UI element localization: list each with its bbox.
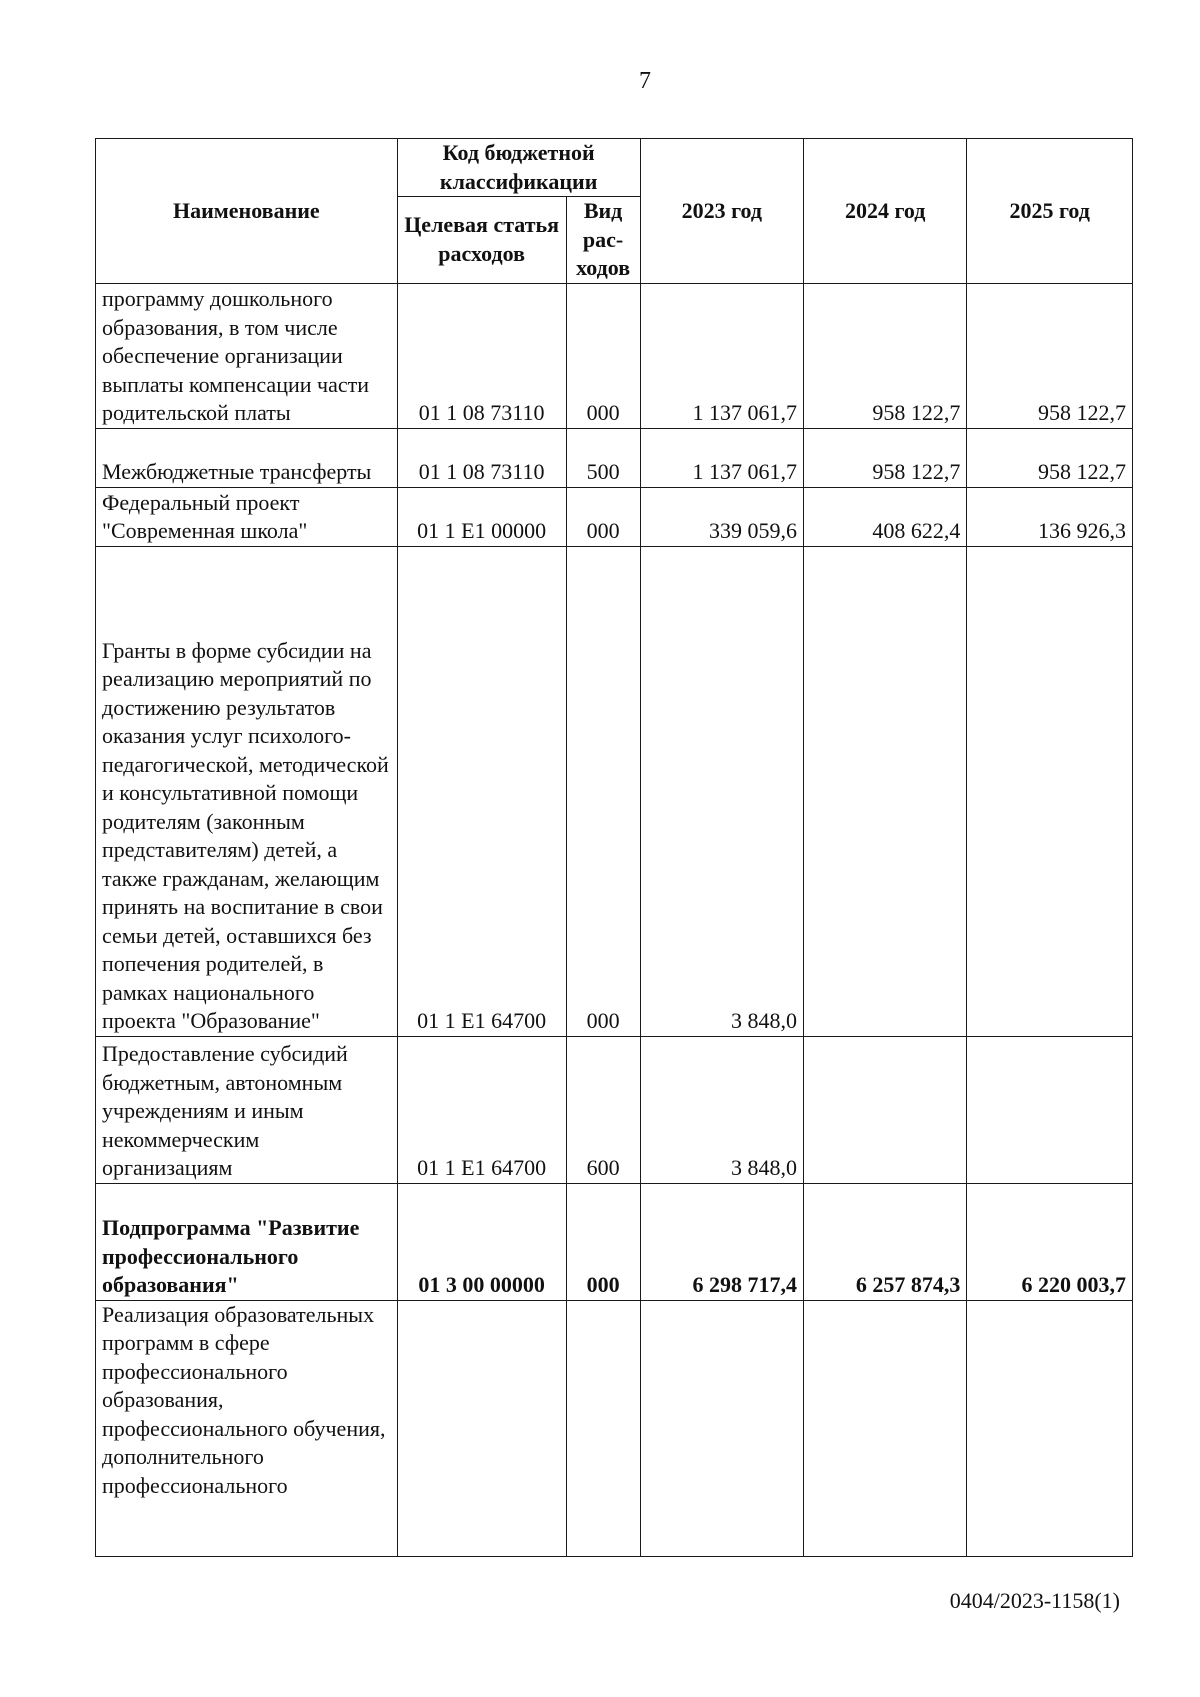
table-row (96, 428, 1133, 487)
row-value-2025 (967, 546, 1133, 1036)
header-budget-code: Код бюджетной классификации (397, 139, 640, 197)
header-year-2025: 2025 год (967, 139, 1133, 284)
row-kind: 500 (566, 428, 640, 487)
row-code: 01 1 E1 64700 (397, 546, 566, 1036)
table-row (96, 1036, 1133, 1183)
row-name: программу дошкольного образования, в том числе обеспечение организации выплаты компенсации части родительской платы (96, 283, 398, 428)
row-value-2024: 6 257 874,3 (804, 1183, 967, 1300)
table-header (96, 139, 1133, 284)
table-body (96, 283, 1133, 1556)
row-code: 01 3 00 00000 (397, 1183, 566, 1300)
header-target-article: Целевая статья расходов (397, 197, 566, 284)
row-name: Гранты в форме субсидии на реализацию мероприятий по достижению результатов оказания услуг психолого-педагогической, методической и консультативной помощи родителям (законным представителям) детей, а также гражданам, желающим принять на воспитание в свои семьи детей, оставшихся без попечения родителей, в рамках национального проекта "Образование" (96, 546, 398, 1036)
header-year-2023: 2023 год (640, 139, 803, 284)
row-value-2023: 1 137 061,7 (640, 283, 803, 428)
row-value-2024 (804, 1036, 967, 1183)
table-row (96, 487, 1133, 546)
table-row (96, 546, 1133, 1036)
row-value-2023: 6 298 717,4 (640, 1183, 803, 1300)
row-code: 01 1 E1 64700 (397, 1036, 566, 1183)
row-kind (566, 1300, 640, 1556)
row-value-2024: 958 122,7 (804, 428, 967, 487)
row-value-2025 (967, 1300, 1133, 1556)
row-value-2025: 6 220 003,7 (967, 1183, 1133, 1300)
row-kind: 600 (566, 1036, 640, 1183)
row-value-2023: 3 848,0 (640, 546, 803, 1036)
row-value-2024: 958 122,7 (804, 283, 967, 428)
row-name: Предоставление субсидий бюджетным, автономным учреждениям и иным некоммерческим организациям (96, 1036, 398, 1183)
row-code: 01 1 08 73110 (397, 283, 566, 428)
row-value-2024 (804, 1300, 967, 1556)
row-code: 01 1 E1 00000 (397, 487, 566, 546)
budget-table (95, 138, 1133, 1557)
row-value-2024 (804, 546, 967, 1036)
row-value-2025: 136 926,3 (967, 487, 1133, 546)
row-name: Межбюджетные трансферты (96, 428, 398, 487)
row-name: Федеральный проект "Современная школа" (96, 487, 398, 546)
row-value-2023: 339 059,6 (640, 487, 803, 546)
row-value-2025 (967, 1036, 1133, 1183)
row-kind: 000 (566, 546, 640, 1036)
row-code (397, 1300, 566, 1556)
header-name: Наименование (96, 139, 398, 284)
document-id: 0404/2023-1158(1) (949, 1588, 1120, 1613)
row-value-2025: 958 122,7 (967, 283, 1133, 428)
row-kind: 000 (566, 487, 640, 546)
header-year-2024: 2024 год (804, 139, 967, 284)
row-name: Подпрограмма "Развитие профессионального образования" (96, 1183, 398, 1300)
table-row (96, 1183, 1133, 1300)
row-value-2024: 408 622,4 (804, 487, 967, 546)
table-row (96, 283, 1133, 428)
row-code: 01 1 08 73110 (397, 428, 566, 487)
row-value-2023: 3 848,0 (640, 1036, 803, 1183)
row-kind: 000 (566, 1183, 640, 1300)
row-value-2023: 1 137 061,7 (640, 428, 803, 487)
row-value-2023 (640, 1300, 803, 1556)
header-expense-type: Вид рас-ходов (566, 197, 640, 284)
row-value-2025: 958 122,7 (967, 428, 1133, 487)
table-row (96, 1300, 1133, 1556)
page-number: 7 (639, 68, 651, 94)
row-name: Реализация образовательных программ в сфере профессионального образования, профессионального обучения, дополнительного профессионального (96, 1300, 398, 1556)
row-kind: 000 (566, 283, 640, 428)
